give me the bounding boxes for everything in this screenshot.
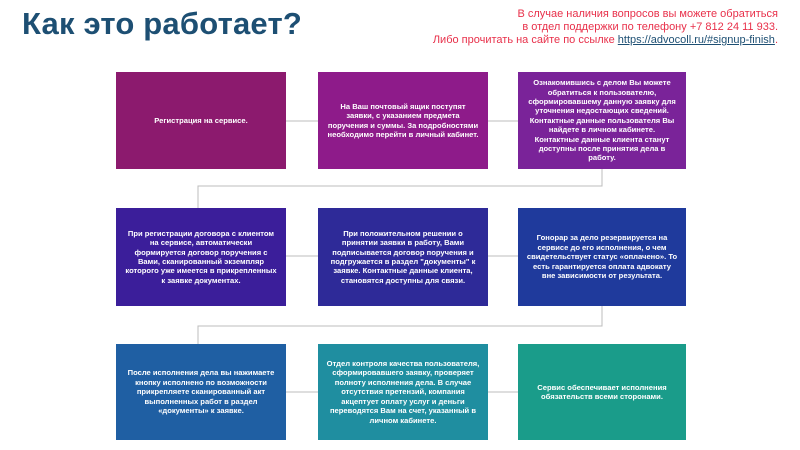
step-4-box bbox=[116, 208, 286, 306]
arrow-6-to-7 bbox=[198, 306, 602, 344]
support-note-line-1: В случае наличия вопросов вы можете обратиться bbox=[517, 8, 778, 20]
step-7-box bbox=[116, 344, 286, 440]
step-5-box bbox=[318, 208, 488, 306]
signup-link[interactable]: https://advocoll.ru/#signup-finish bbox=[617, 34, 775, 46]
step-7-text: После исполнения дела вы нажимаете кнопку исполнено по возможности прикрепляете сканированный акт выполненных работ в раздел «документы» к заявке. bbox=[127, 368, 275, 416]
step-6-box bbox=[518, 208, 686, 306]
support-note-line-2: в отдел поддержки по телефону +7 812 24 11 933. bbox=[522, 21, 778, 33]
step-6-text: Гонорар за дело резервируется на сервисе до его исполнения, о чем свидетельствует статус «оплачено». То есть гарантируется оплата адвокату вне зависимости от результата. bbox=[526, 233, 678, 281]
step-4-text: При регистрации договора с клиентом на сервисе, автоматически формируется договор поручения с Вами, сканированный экземпляр которого уже имеется в прикрепленных к заявке документах. bbox=[125, 228, 277, 285]
step-2-text: На Ваш почтовый ящик поступят заявки, с указанием предмета поручения и суммы. За подробностями необходимо перейти в личный кабинет. bbox=[327, 101, 479, 139]
step-3-box bbox=[518, 72, 686, 169]
support-note-prefix: Либо прочитать на сайте по ссылке bbox=[432, 34, 618, 46]
step-3-text: Ознакомившись с делом Вы можете обратиться к пользователю, сформировавшему данную заявку для уточнения недостающих сведений. Контактные данные пользователя Вы найдете в личном кабинете. Контактные данные клиента станут доступны после принятия дела в работу. bbox=[528, 78, 676, 163]
step-1-text: Регистрация на сервисе. bbox=[154, 115, 248, 125]
step-5-text: При положительном решении о принятии заявки в работу, Вами подписывается договор поручения и подгружается в раздел "документы" к заявке. Контактные данные клиента, становятся доступны для связи. bbox=[330, 228, 476, 285]
step-8-text: Отдел контроля качества пользователя, сформировавшего заявку, проверяет полноту исполнения дела. В случае отсутствия претензий, компания акцептует оплату услуг и деньги переводятся Вам на счет, указанный в личном кабинете. bbox=[326, 359, 480, 425]
page-title: Как это работает? bbox=[22, 6, 302, 41]
step-2-box bbox=[318, 72, 488, 169]
support-note-suffix: . bbox=[774, 34, 778, 46]
step-9-box bbox=[518, 344, 686, 440]
arrow-3-to-4 bbox=[198, 169, 602, 208]
step-8-box bbox=[318, 344, 488, 440]
step-9-text: Сервис обеспечивает исполнения обязательств всеми сторонами. bbox=[537, 382, 667, 401]
step-1-box bbox=[116, 72, 286, 169]
